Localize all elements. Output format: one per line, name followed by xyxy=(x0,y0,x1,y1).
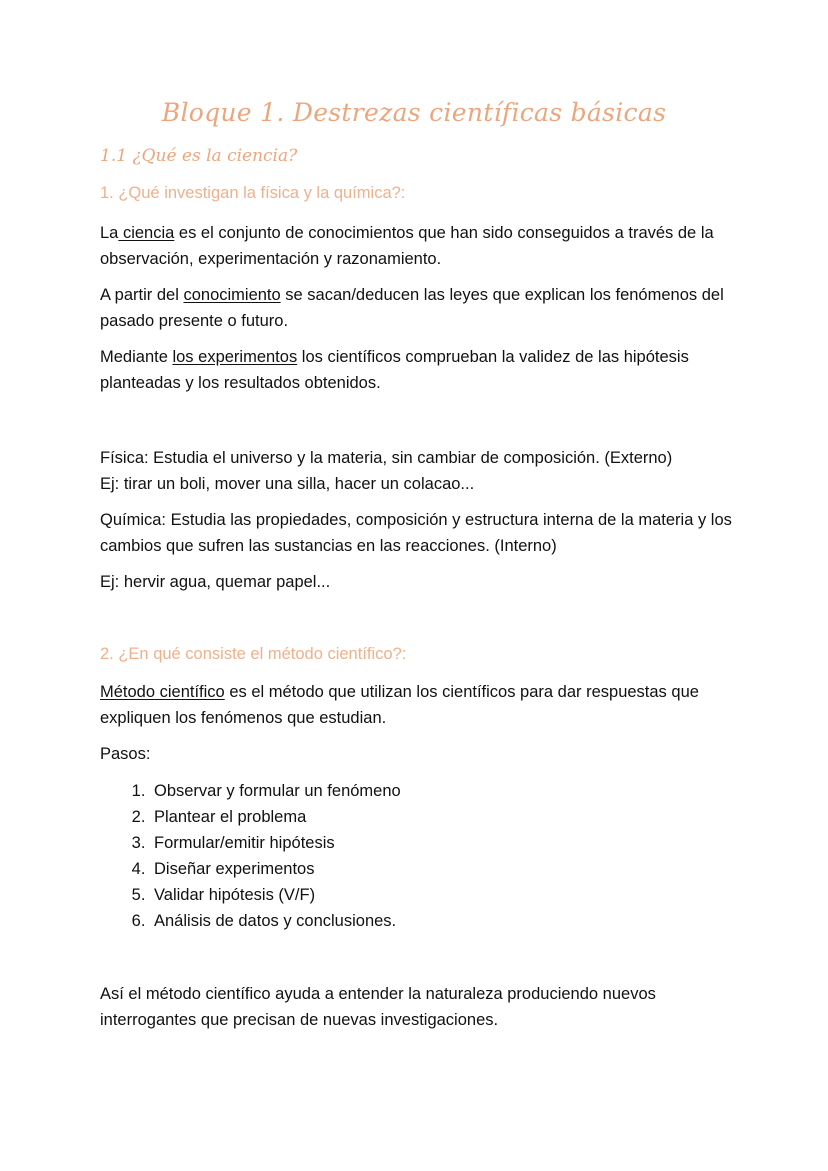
list-item: 2. Plantear el problema xyxy=(150,804,401,830)
underlined-term: ciencia xyxy=(118,224,175,242)
page-title: Bloque 1. Destrezas científicas básicas xyxy=(161,98,667,127)
list-item: 1. Observar y formular un fenómeno xyxy=(150,778,401,804)
list-item: 5. Validar hipótesis (V/F) xyxy=(150,882,401,908)
paragraph-quimica: Química: Estudia las propiedades, composición y estructura interna de la materia y los cambios que sufren las sustancias en las reacciones. (Interno) xyxy=(100,511,732,555)
underlined-term: conocimiento xyxy=(183,286,281,304)
list-item: 4. Diseñar experimentos xyxy=(150,856,401,882)
text: La xyxy=(100,224,119,242)
paragraph-conclusion: Así el método científico ayuda a entender la naturaleza produciendo nuevos interrogantes que precisan de nuevas investigaciones. xyxy=(100,985,656,1029)
pasos-label: Pasos: xyxy=(100,745,151,763)
paragraph-conocimiento xyxy=(100,282,740,334)
text: es el método que utilizan los científicos para dar respuestas que expliquen los fenómenos que estudian. xyxy=(100,683,699,727)
fisica-definition: Física: Estudia el universo y la materia, sin cambiar de composición. (Externo) xyxy=(100,449,673,467)
fisica-example: Ej: tirar un boli, mover una silla, hacer un colacao... xyxy=(100,475,475,493)
text: los científicos comprueban la validez de las hipótesis planteadas y los resultados obtenidos. xyxy=(100,348,689,392)
list-item: 6. Análisis de datos y conclusiones. xyxy=(150,908,401,934)
question-heading-1: 1. ¿Qué investigan la física y la química?: xyxy=(100,184,406,202)
paragraph-metodo xyxy=(100,679,750,731)
section-subtitle: 1.1 ¿Qué es la ciencia? xyxy=(100,146,298,166)
text: Mediante xyxy=(100,348,173,366)
paragraph-ciencia xyxy=(100,220,740,272)
quimica-example: Ej: hervir agua, quemar papel... xyxy=(100,573,331,591)
underlined-term: Método científico xyxy=(100,683,225,701)
paragraph-fisica xyxy=(100,445,760,497)
list-item: 3. Formular/emitir hipótesis xyxy=(150,830,401,856)
underlined-term: los experimentos xyxy=(172,348,298,366)
steps-list xyxy=(100,778,401,934)
text: es el conjunto de conocimientos que han sido conseguidos a través de la observación, experimentación y razonamiento. xyxy=(100,224,714,268)
paragraph-experimentos xyxy=(100,344,740,396)
text: se sacan/deducen las leyes que explican los fenómenos del pasado presente o futuro. xyxy=(100,286,724,330)
question-heading-2: 2. ¿En qué consiste el método científico?: xyxy=(100,645,407,663)
text: A partir del xyxy=(100,286,184,304)
